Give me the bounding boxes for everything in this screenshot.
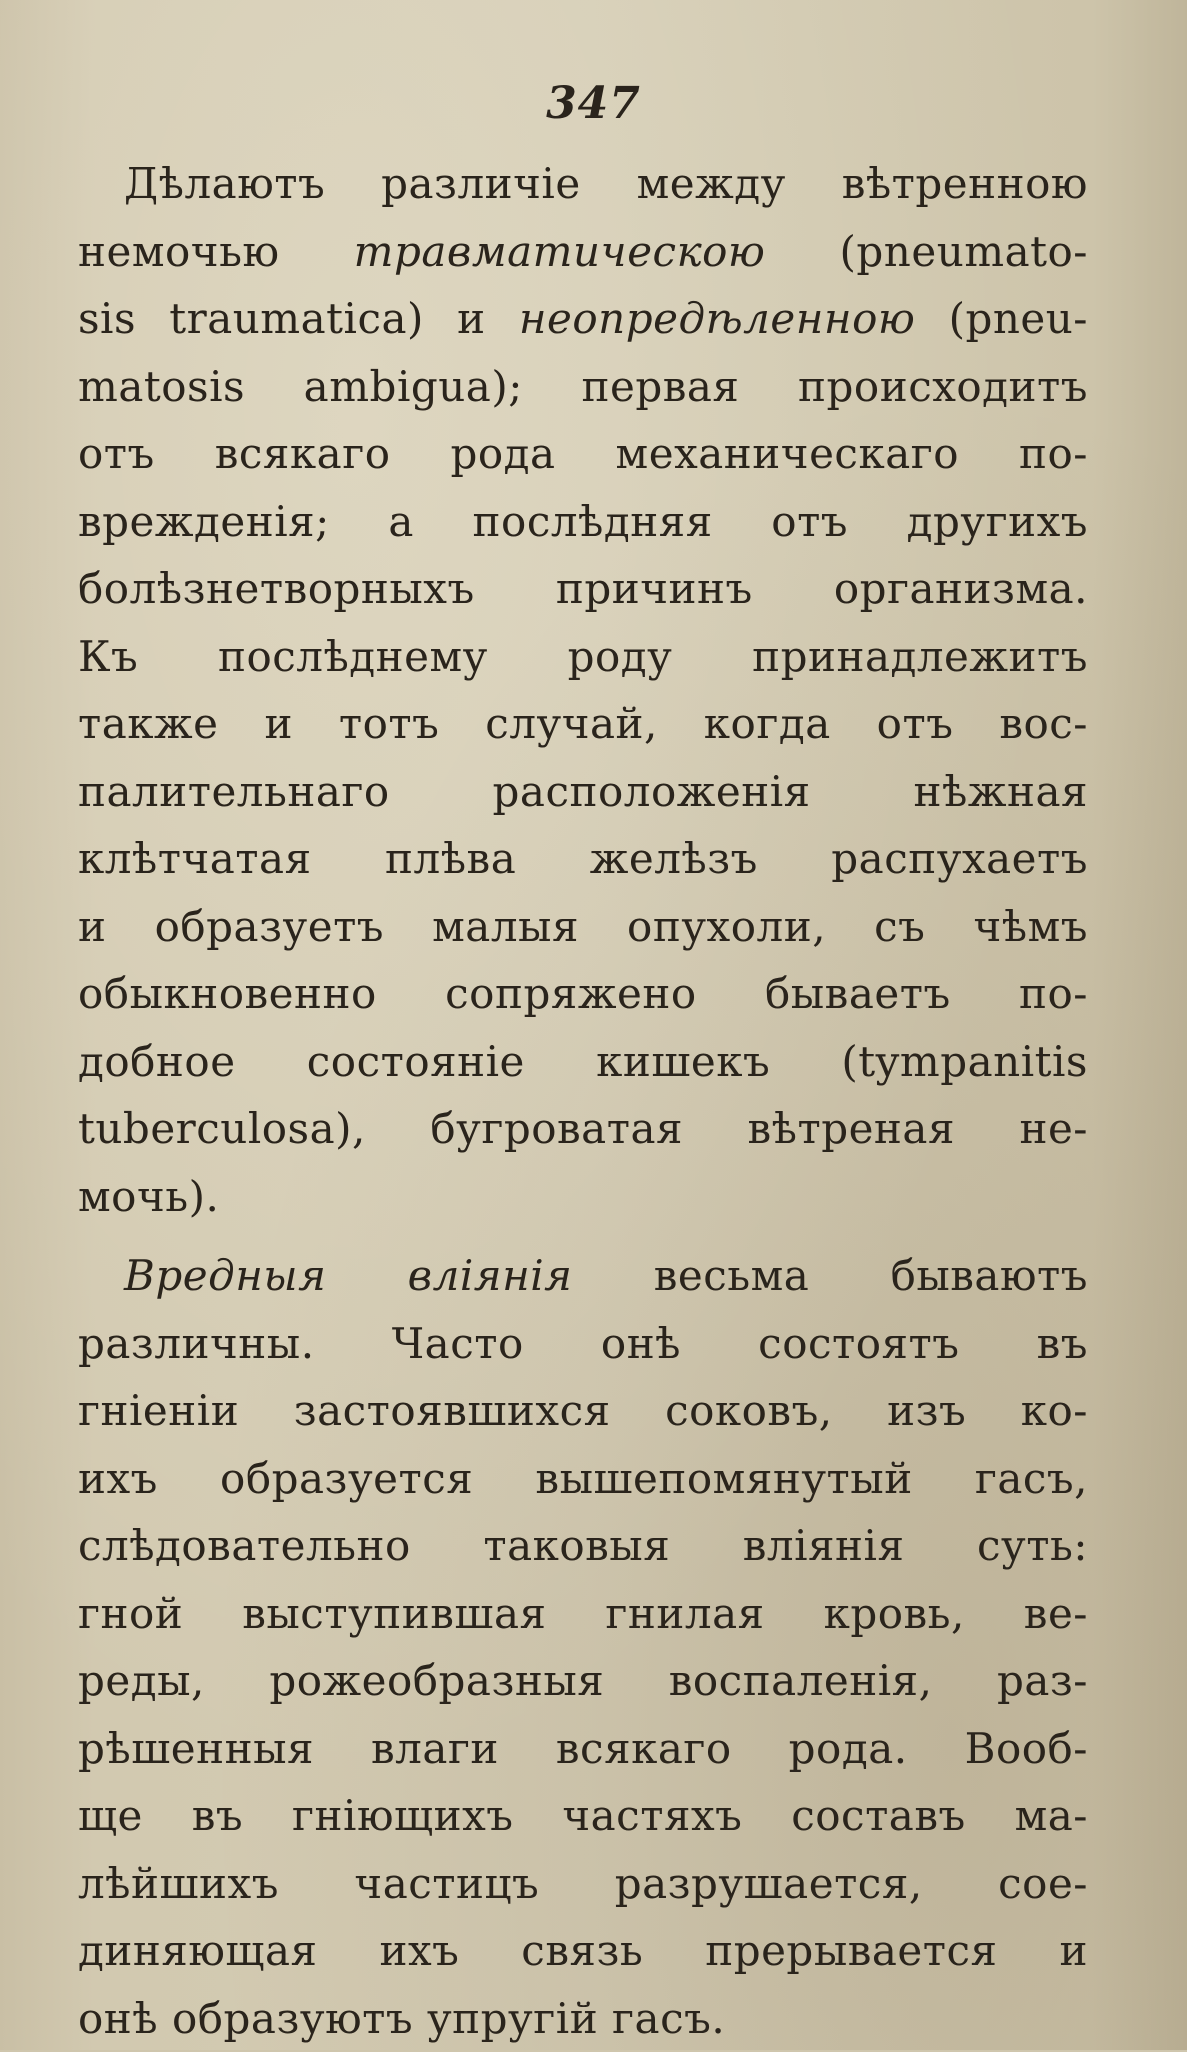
text-segment: палительнаго расположенія нѣжная (78, 767, 1088, 816)
text-line (78, 1310, 1088, 1378)
text-segment: мочь). (78, 1172, 219, 1221)
text-line (78, 1377, 1088, 1445)
text-line (78, 488, 1088, 556)
text-segment: врежденія; а послѣдняя отъ другихъ (78, 497, 1088, 546)
text-line (78, 623, 1088, 691)
text-line (78, 285, 1088, 353)
text-line (78, 1850, 1088, 1918)
text-segment: гніеніи застоявшихся соковъ, изъ ко- (78, 1386, 1088, 1435)
text-segment: онѣ образуютъ упругій гасъ. (78, 1994, 725, 2043)
text-line (78, 1647, 1088, 1715)
text-segment: (pneu- (915, 294, 1088, 343)
text-line (78, 960, 1088, 1028)
body-text (78, 150, 1088, 2052)
text-line (78, 825, 1088, 893)
italic-text-segment: Вредныя вліянія (124, 1251, 572, 1300)
text-segment: Дѣлаютъ различіе между вѣтренною (124, 159, 1088, 208)
text-line (78, 1580, 1088, 1648)
text-segment: добное состояніе кишекъ (tympanitis (78, 1037, 1088, 1086)
italic-text-segment: травматическою (354, 227, 766, 276)
text-segment: слѣдовательно таковыя вліянія суть: (78, 1521, 1088, 1570)
text-segment: Къ послѣднему роду принадлежитъ (78, 632, 1088, 681)
text-segment: ихъ образуется вышепомянутый гасъ, (78, 1454, 1088, 1503)
text-line (78, 1715, 1088, 1783)
text-segment: ще въ гніющихъ частяхъ составъ ма- (78, 1791, 1088, 1840)
text-line (78, 218, 1088, 286)
text-line (78, 150, 1088, 218)
text-segment: болѣзнетворныхъ причинъ организма. (78, 564, 1088, 613)
text-line (78, 1028, 1088, 1096)
text-segment: немочью (78, 227, 354, 276)
text-segment: весьма бываютъ (572, 1251, 1088, 1300)
text-segment: реды, рожеобразныя воспаленія, раз- (78, 1656, 1088, 1705)
text-line (78, 1985, 1088, 2052)
text-segment: и образуетъ малыя опухоли, съ чѣмъ (78, 902, 1088, 951)
text-segment: отъ всякаго рода механическаго по- (78, 429, 1088, 478)
text-line (78, 1512, 1088, 1580)
text-line (78, 758, 1088, 826)
text-segment: гной выступившая гнилая кровь, ве- (78, 1589, 1088, 1638)
text-line (78, 1782, 1088, 1850)
text-line (78, 1095, 1088, 1163)
text-line (78, 1242, 1088, 1310)
text-line (78, 1917, 1088, 1985)
text-segment: sis traumatica) и (78, 294, 519, 343)
text-segment: обыкновенно сопряжено бываетъ по- (78, 969, 1088, 1018)
text-line (78, 690, 1088, 758)
text-segment: различны. Часто онѣ состоятъ въ (78, 1319, 1088, 1368)
text-segment: также и тотъ случай, когда отъ вос- (78, 699, 1088, 748)
text-line (78, 1445, 1088, 1513)
text-segment: лѣйшихъ частицъ разрушается, сое- (78, 1859, 1088, 1908)
text-segment: tuberculosa), бугроватая вѣтреная не- (78, 1104, 1088, 1153)
text-segment: matosis ambigua); первая происходитъ (78, 362, 1088, 411)
text-line (78, 420, 1088, 488)
text-segment: (pneumato- (765, 227, 1088, 276)
text-segment: рѣшенныя влаги всякаго рода. Вооб- (78, 1724, 1088, 1773)
text-line (78, 353, 1088, 421)
text-segment: клѣтчатая плѣва желѣзъ распухаетъ (78, 834, 1088, 883)
text-line (78, 1163, 1088, 1231)
text-segment: диняющая ихъ связь прерывается и (78, 1926, 1088, 1975)
text-line (78, 555, 1088, 623)
italic-text-segment: неопредѣленною (519, 294, 915, 343)
text-line (78, 893, 1088, 961)
page-number: 347 (0, 78, 1187, 129)
